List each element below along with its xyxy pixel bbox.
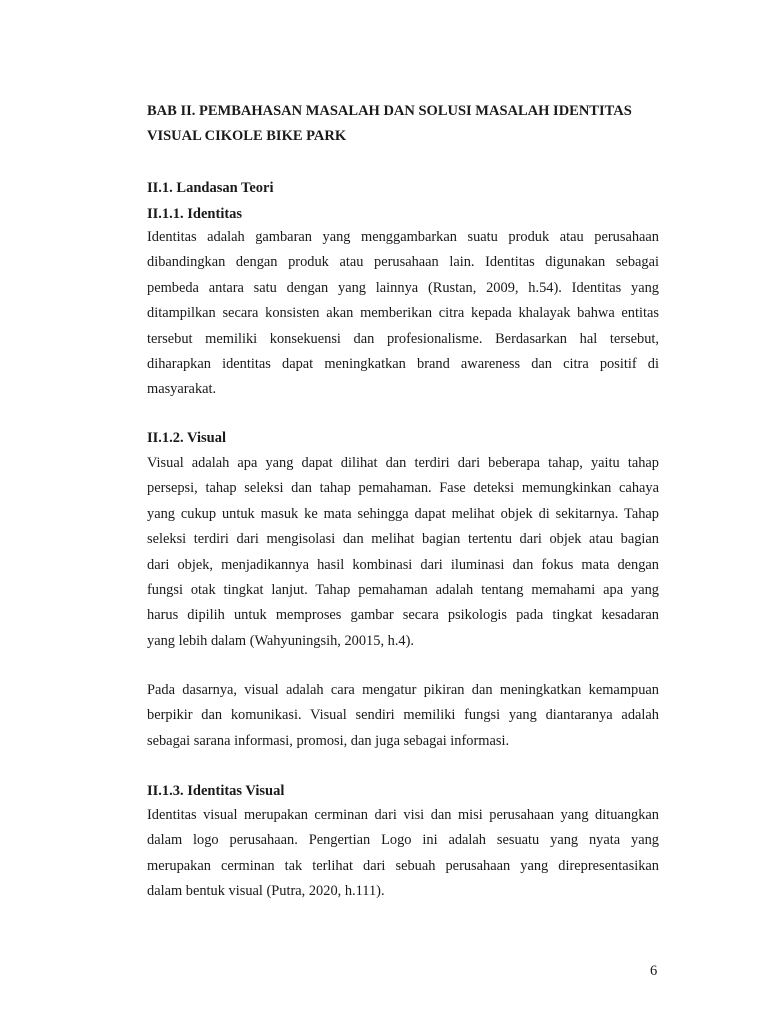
text-line: ditampilkan secara konsisten akan memberikan citra kepada khalayak bahwa entitas [147,305,659,322]
text-line: dibandingkan dengan produk atau perusahaan lain. Identitas digunakan sebagai [147,254,659,271]
text-line: tersebut memiliki konsekuensi dan profesionalisme. Berdasarkan hal tersebut, [147,330,659,347]
text-line: Visual adalah apa yang dapat dilihat dan terdiri dari beberapa tahap, yaitu tahap [147,455,659,471]
text-line: harus dipilih untuk memproses gambar secara psikologis pada tingkat kesadaran [147,607,659,624]
paragraph-identitas-visual [147,803,659,905]
text-line: Identitas adalah gambaran yang menggambarkan suatu produk atau perusahaan [147,229,659,245]
chapter-title [147,98,659,149]
paragraph-visual [147,451,659,654]
text-line: persepsi, tahap seleksi dan tahap pemahaman. Fase deteksi memungkinkan cahaya [147,480,659,497]
text-line: Identitas visual merupakan cerminan dari visi dan misi perusahaan yang dituangkan [147,807,659,823]
text-line: diharapkan identitas dapat meningkatkan brand awareness dan citra positif di [147,355,659,372]
chapter-title-line: VISUAL CIKOLE BIKE PARK [147,128,347,145]
subsection-heading-identitas: II.1.1. Identitas [147,206,243,222]
text-line: yang lebih dalam (Wahyuningsih, 20015, h.4). [147,632,415,649]
subsection-heading-identitas-visual: II.1.3. Identitas Visual [147,783,285,799]
text-line: dalam bentuk visual (Putra, 2020, h.111). [147,883,385,900]
text-line: yang cukup untuk masuk ke mata sehingga dapat melihat objek di sekitarnya. Tahap [147,505,659,522]
text-line: fungsi otak tingkat lanjut. Tahap pemahaman adalah tentang memahami apa yang [147,581,659,598]
subsection-heading-visual: II.1.2. Visual [147,430,226,446]
text-line: seleksi terdiri dari mengisolasi dan melihat bagian tertentu dari objek atau bagian [147,531,659,548]
text-line: dari objek, menjadikannya hasil kombinasi dari iluminasi dan fokus mata dengan [147,556,659,573]
section-heading: II.1. Landasan Teori [147,180,274,196]
text-line: sebagai sarana informasi, promosi, dan juga sebagai informasi. [147,732,510,749]
document-page [147,0,659,1024]
text-line: Pada dasarnya, visual adalah cara mengatur pikiran dan meningkatkan kemampuan [147,682,659,698]
paragraph-identitas [147,225,659,403]
page-number: 6 [650,963,658,979]
text-line: pembeda antara satu dengan yang lainnya (Rustan, 2009, h.54). Identitas yang [147,279,659,296]
text-line: berpikir dan komunikasi. Visual sendiri memiliki fungsi yang diantaranya adalah [147,707,659,724]
text-line: masyarakat. [147,381,217,398]
text-line: dalam logo perusahaan. Pengertian Logo ini adalah sesuatu yang nyata yang [147,832,659,849]
paragraph-visual-2 [147,678,659,754]
text-line: merupakan cerminan tak terlihat dari sebuah perusahaan yang direpresentasikan [147,857,659,874]
chapter-title-line: BAB II. PEMBAHASAN MASALAH DAN SOLUSI MASALAH IDENTITAS [147,103,632,119]
